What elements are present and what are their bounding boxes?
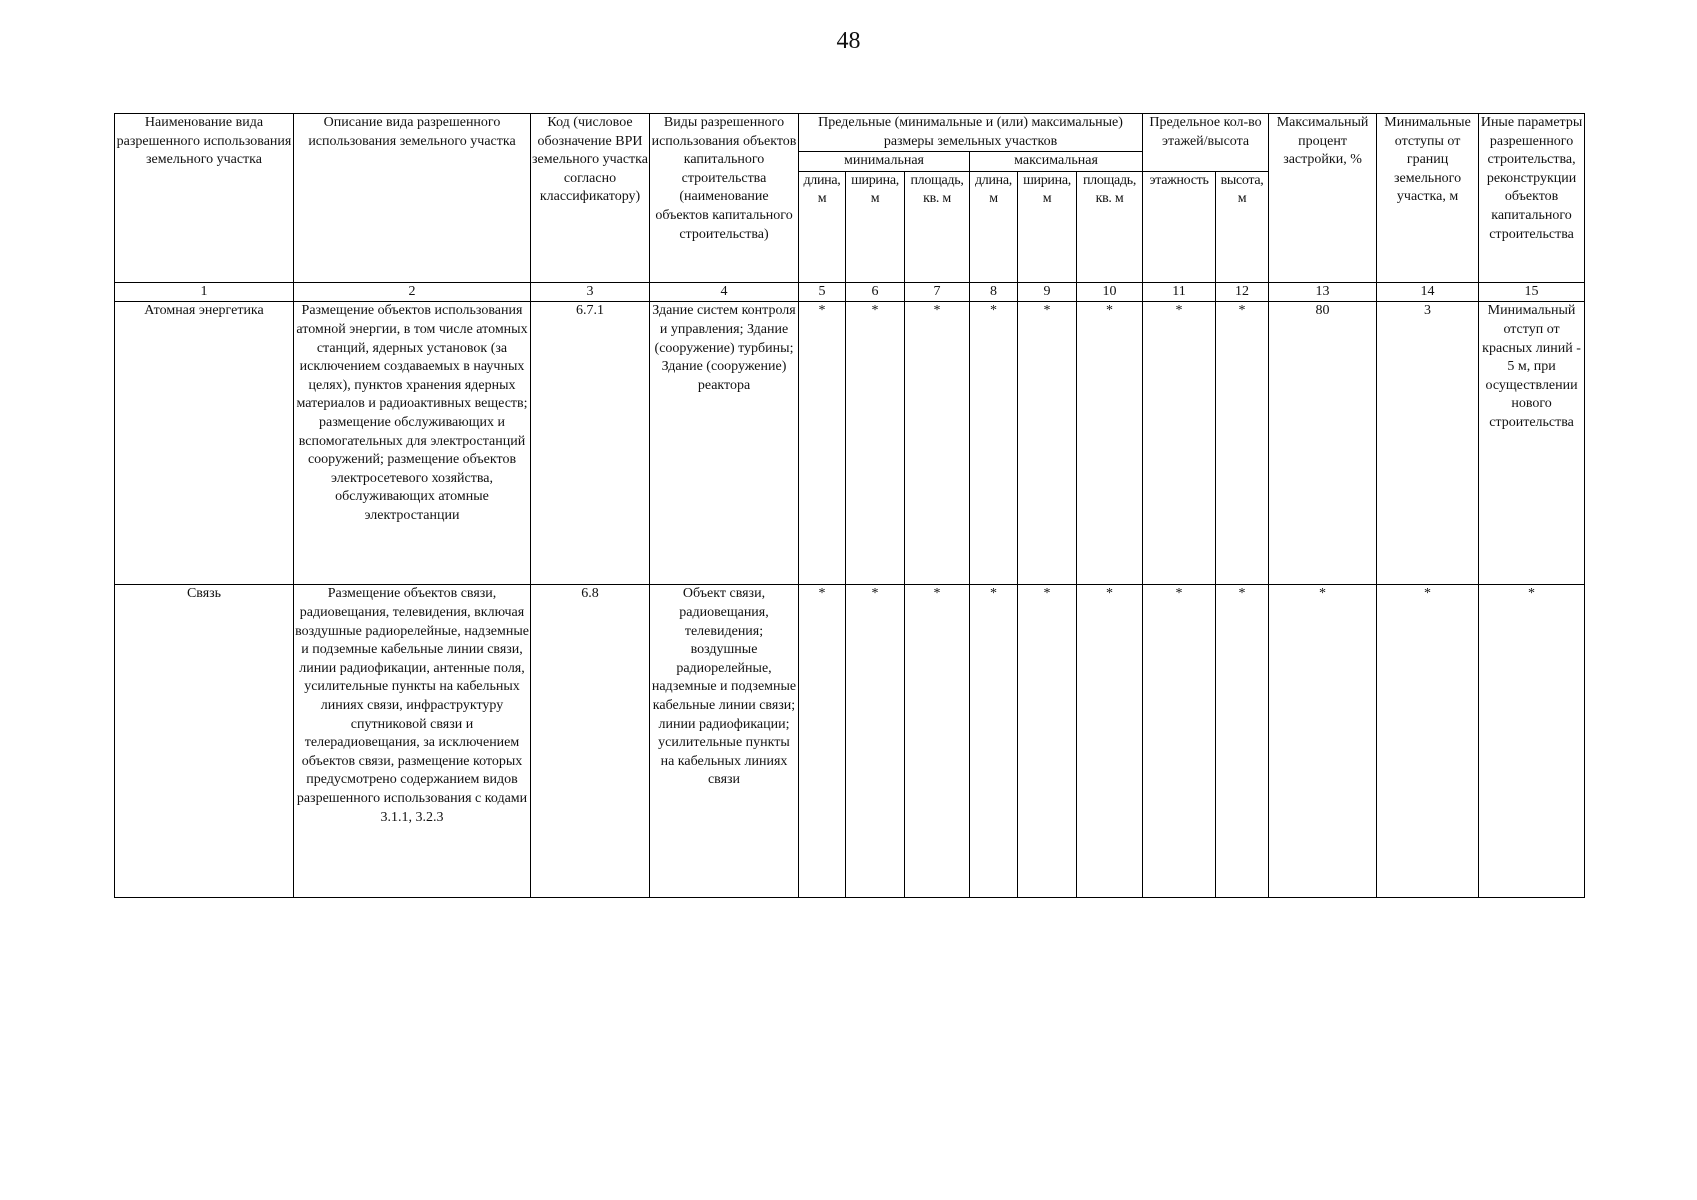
cell-other-parameters: Минимальный отступ от красных линий - 5 м, при осуществлении нового строительства [1479,302,1585,585]
cell-other-parameters: * [1479,585,1585,898]
column-number: 6 [846,282,905,302]
header-min-area: площадь, кв. м [905,171,970,282]
cell-building-types: Здание систем контроля и управления; Здание (сооружение) турбины; Здание (сооружение) реактора [650,302,799,585]
column-number: 1 [115,282,294,302]
column-number: 12 [1216,282,1269,302]
header-other-parameters: Иные параметры разрешенного строительства, реконструкции объектов капитального строительства [1479,114,1585,283]
table-row [115,302,1585,585]
header-land-use-description: Описание вида разрешенного использования земельного участка [294,114,531,283]
cell-max-width: * [1018,302,1077,585]
cell-code: 6.7.1 [531,302,650,585]
header-min-length: длина, м [799,171,846,282]
cell-min-length: * [799,585,846,898]
cell-floors: * [1143,585,1216,898]
page-number: 48 [836,28,861,54]
column-number: 5 [799,282,846,302]
cell-description: Размещение объектов связи, радиовещания, телевидения, включая воздушные радиорелейные, надземные и подземные кабельные линии связи, линии радиофикации, антенные поля, усилительные пункты на кабельных линиях связи, инфраструктуру спутниковой связи и телерадиовещания, за исключением объектов связи, размещение которых предусмотрено содержанием видов разрешенного использования с кодами 3.1.1, 3.2.3 [294,585,531,898]
column-number: 10 [1077,282,1143,302]
cell-min-length: * [799,302,846,585]
column-number-row [115,282,1585,302]
column-number: 7 [905,282,970,302]
column-number: 8 [970,282,1018,302]
header-row [115,114,1585,152]
table-row [115,585,1585,898]
column-number: 2 [294,282,531,302]
cell-building-types: Объект связи, радиовещания, телевидения; воздушные радиорелейные, надземные и подземные кабельные линии связи; линии радиофикации; усилительные пункты на кабельных линиях связи [650,585,799,898]
cell-min-width: * [846,302,905,585]
header-classifier-code: Код (числовое обозначение ВРИ земельного участка согласно классификатору) [531,114,650,283]
cell-setback: * [1377,585,1479,898]
header-max-area: площадь, кв. м [1077,171,1143,282]
cell-max-length: * [970,585,1018,898]
cell-max-area: * [1077,585,1143,898]
cell-max-area: * [1077,302,1143,585]
header-building-types: Виды разрешенного использования объектов капитального строительства (наименование объектов капитального строительства) [650,114,799,283]
cell-floors: * [1143,302,1216,585]
column-number: 4 [650,282,799,302]
cell-coverage: 80 [1269,302,1377,585]
header-min-width: ширина, м [846,171,905,282]
header-max-length: длина, м [970,171,1018,282]
cell-min-width: * [846,585,905,898]
cell-max-length: * [970,302,1018,585]
cell-code: 6.8 [531,585,650,898]
cell-height: * [1216,302,1269,585]
cell-min-area: * [905,585,970,898]
header-maximum: максимальная [970,152,1143,172]
column-number: 9 [1018,282,1077,302]
header-floors: этажность [1143,171,1216,282]
cell-height: * [1216,585,1269,898]
cell-min-area: * [905,302,970,585]
header-max-width: ширина, м [1018,171,1077,282]
column-number: 11 [1143,282,1216,302]
cell-max-width: * [1018,585,1077,898]
header-plot-size-limits: Предельные (минимальные и (или) максимальные) размеры земельных участков [799,114,1143,152]
cell-land-use-name: Связь [115,585,294,898]
column-number: 13 [1269,282,1377,302]
cell-land-use-name: Атомная энергетика [115,302,294,585]
cell-setback: 3 [1377,302,1479,585]
header-min-setbacks: Минимальные отступы от границ земельного участка, м [1377,114,1479,283]
header-floors-height-limits: Предельное кол-во этажей/высота [1143,114,1269,172]
column-number: 3 [531,282,650,302]
header-land-use-name: Наименование вида разрешенного использования земельного участка [115,114,294,283]
header-minimum: минимальная [799,152,970,172]
column-number: 15 [1479,282,1585,302]
cell-coverage: * [1269,585,1377,898]
land-use-regulations-table [114,113,1585,898]
header-height: высота, м [1216,171,1269,282]
cell-description: Размещение объектов использования атомной энергии, в том числе атомных станций, ядерных установок (за исключением создаваемых в научных целях), пунктов хранения ядерных материалов и радиоактивных веществ; размещение обслуживающих и вспомогательных для электростанций сооружений; размещение объектов электросетевого хозяйства, обслуживающих атомные электростанции [294,302,531,585]
header-max-coverage: Максимальный процент застройки, % [1269,114,1377,283]
column-number: 14 [1377,282,1479,302]
